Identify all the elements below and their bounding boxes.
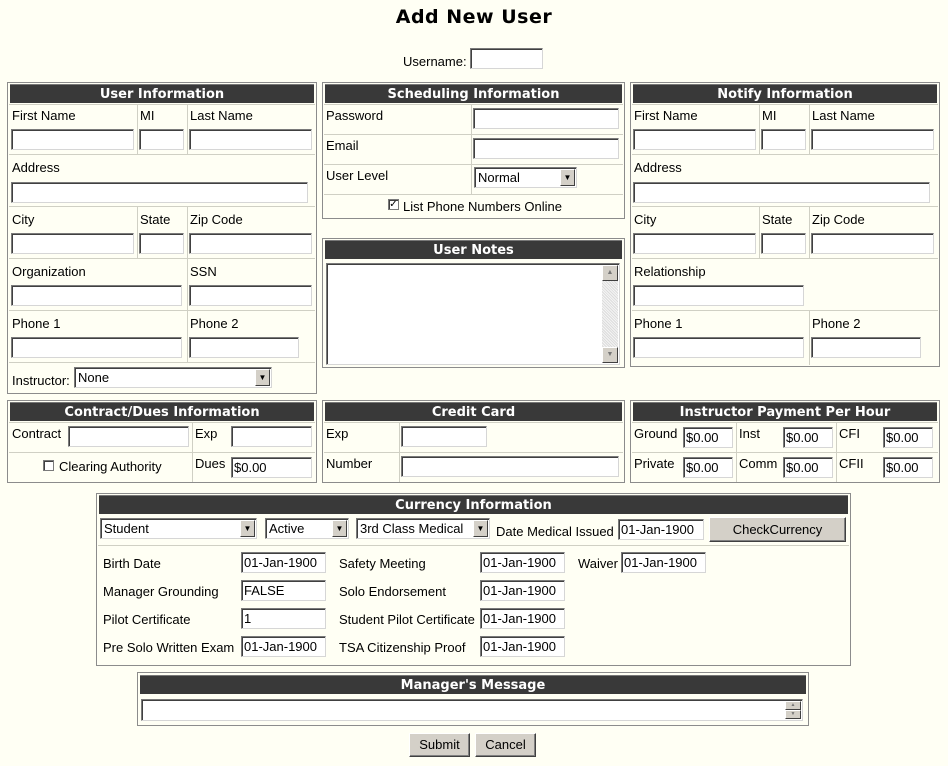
dues-label: Dues [195,456,226,471]
last-name-label: Last Name [190,108,253,123]
organization-input[interactable] [11,285,182,306]
contract-exp-input[interactable] [231,426,312,447]
notify-city-input[interactable] [633,233,756,254]
phone1-label: Phone 1 [12,316,61,331]
clearing-authority-checkbox[interactable] [43,460,54,471]
scroll-up-icon[interactable]: ▲ [785,701,801,710]
scroll-down-icon[interactable]: ▼ [785,710,801,719]
clearing-authority-label: Clearing Authority [59,459,162,474]
ground-label: Ground [634,426,678,441]
user-information-header: User Information [10,84,314,103]
cfi-label: CFI [839,426,860,441]
state-label: State [140,212,171,227]
solo-endorsement-input[interactable]: 01-Jan-1900 [480,580,565,601]
address-label: Address [12,160,60,175]
birth-date-label: Birth Date [103,556,161,571]
instructor-label: Instructor: [12,373,70,388]
manager-grounding-label: Manager Grounding [103,584,219,599]
first-name-input[interactable] [11,129,134,150]
scroll-up-icon[interactable]: ▲ [602,265,618,281]
notify-mi-input[interactable] [761,129,806,150]
inst-input[interactable]: $0.00 [783,427,833,448]
notify-state-label: State [762,212,793,227]
first-name-label: First Name [12,108,76,123]
chevron-down-icon: ▼ [560,169,575,186]
phone2-label: Phone 2 [190,316,239,331]
comm-input[interactable]: $0.00 [783,457,833,478]
currency-type-select[interactable] [100,518,257,539]
dues-input[interactable]: $0.00 [231,457,312,478]
user-notes-header: User Notes [325,240,622,259]
relationship-label: Relationship [634,264,706,279]
date-medical-issued-input[interactable]: 01-Jan-1900 [618,519,704,540]
currency-type-value: Student [104,521,149,536]
notify-phone1-label: Phone 1 [634,316,683,331]
password-input[interactable] [473,108,619,129]
list-phone-checkbox[interactable]: ✓ [389,199,398,210]
safety-meeting-label: Safety Meeting [339,556,426,571]
private-input[interactable]: $0.00 [683,457,733,478]
comm-label: Comm [739,456,778,471]
user-level-select[interactable] [474,167,577,188]
contract-label: Contract [12,426,62,441]
ssn-input[interactable] [189,285,312,306]
user-notes-textarea[interactable] [326,263,620,365]
phone1-input[interactable] [11,337,182,358]
ground-input[interactable]: $0.00 [683,427,733,448]
student-pilot-certificate-input[interactable]: 01-Jan-1900 [480,608,565,629]
credit-exp-input[interactable] [401,426,487,447]
notify-city-label: City [634,212,657,227]
username-label: Username: [403,54,467,69]
email-input[interactable] [473,138,619,159]
ssn-label: SSN [190,264,217,279]
city-input[interactable] [11,233,134,254]
scroll-down-icon[interactable]: ▼ [602,347,618,363]
username-input[interactable] [470,48,543,69]
notify-state-input[interactable] [761,233,806,254]
notify-first-name-input[interactable] [633,129,756,150]
inst-label: Inst [739,426,760,441]
tsa-citizenship-proof-label: TSA Citizenship Proof [339,640,466,655]
page-title: Add New User [395,6,553,28]
cfii-input[interactable]: $0.00 [883,457,933,478]
chevron-down-icon: ▼ [473,520,488,537]
contract-dues-header: Contract/Dues Information [10,402,314,421]
pilot-certificate-input[interactable]: 1 [241,608,326,629]
credit-number-input[interactable] [401,456,619,477]
message-spinner[interactable] [785,701,801,719]
check-currency-button[interactable]: CheckCurrency [709,517,846,542]
notify-address-input[interactable] [633,182,930,203]
notify-phone2-input[interactable] [811,337,921,358]
address-input[interactable] [11,182,308,203]
city-label: City [12,212,35,227]
scheduling-information-header: Scheduling Information [325,84,622,103]
contract-input[interactable] [68,426,189,447]
notify-phone1-input[interactable] [633,337,804,358]
private-label: Private [634,456,675,471]
pre-solo-written-exam-input[interactable]: 01-Jan-1900 [241,636,326,657]
state-input[interactable] [139,233,184,254]
currency-status-value: Active [269,521,305,536]
chevron-down-icon: ▼ [332,520,347,537]
waiver-label: Waiver [578,556,618,571]
notify-zip-code-label: Zip Code [812,212,865,227]
password-label: Password [326,108,384,123]
notify-address-label: Address [634,160,682,175]
student-pilot-certificate-label: Student Pilot Certificate [339,612,475,627]
managers-message-textarea[interactable] [141,699,803,721]
cfii-label: CFII [839,456,864,471]
credit-exp-label: Exp [326,426,349,441]
mi-label: MI [140,108,155,123]
cfi-input[interactable]: $0.00 [883,427,933,448]
date-medical-issued-label: Date Medical Issued [496,524,614,539]
user-level-value: Normal [478,170,520,185]
pre-solo-written-exam-label: Pre Solo Written Exam [103,640,235,655]
credit-card-header: Credit Card [325,402,622,421]
instructor-select[interactable] [74,367,272,388]
chevron-down-icon: ▼ [255,369,270,386]
notify-zip-code-input[interactable] [811,233,934,254]
notify-mi-label: MI [762,108,777,123]
safety-meeting-input[interactable]: 01-Jan-1900 [480,552,565,573]
credit-number-label: Number [326,456,373,471]
list-phone-label: List Phone Numbers Online [403,199,562,214]
notify-information-header: Notify Information [633,84,937,103]
relationship-input[interactable] [633,285,804,306]
notify-first-name-label: First Name [634,108,698,123]
instructor-select-value: None [78,370,110,385]
last-name-input[interactable] [189,129,312,150]
contract-exp-label: Exp [195,426,218,441]
birth-date-input[interactable]: 01-Jan-1900 [241,552,326,573]
notify-last-name-label: Last Name [812,108,875,123]
instructor-payment-header: Instructor Payment Per Hour [633,402,937,421]
solo-endorsement-label: Solo Endorsement [339,584,446,599]
managers-message-header: Manager's Message [140,675,806,694]
mi-input[interactable] [139,129,184,150]
zip-code-input[interactable] [189,233,312,254]
email-label: Email [326,138,359,153]
notify-phone2-label: Phone 2 [812,316,861,331]
tsa-citizenship-proof-input[interactable]: 01-Jan-1900 [480,636,565,657]
currency-status-select[interactable] [265,518,349,539]
currency-information-header: Currency Information [99,495,848,514]
notes-scrollbar[interactable] [602,265,618,363]
organization-label: Organization [12,264,86,279]
medical-class-value: 3rd Class Medical [360,521,464,536]
zip-code-label: Zip Code [190,212,243,227]
pilot-certificate-label: Pilot Certificate [103,612,191,627]
submit-button[interactable]: Submit [409,733,470,757]
cancel-button[interactable]: Cancel [475,733,536,757]
medical-class-select[interactable] [356,518,490,539]
notify-last-name-input[interactable] [811,129,934,150]
chevron-down-icon: ▼ [240,520,255,537]
manager-grounding-input[interactable]: FALSE [241,580,326,601]
user-level-label: User Level [326,168,389,183]
waiver-input[interactable]: 01-Jan-1900 [621,552,706,573]
phone2-input[interactable] [189,337,299,358]
